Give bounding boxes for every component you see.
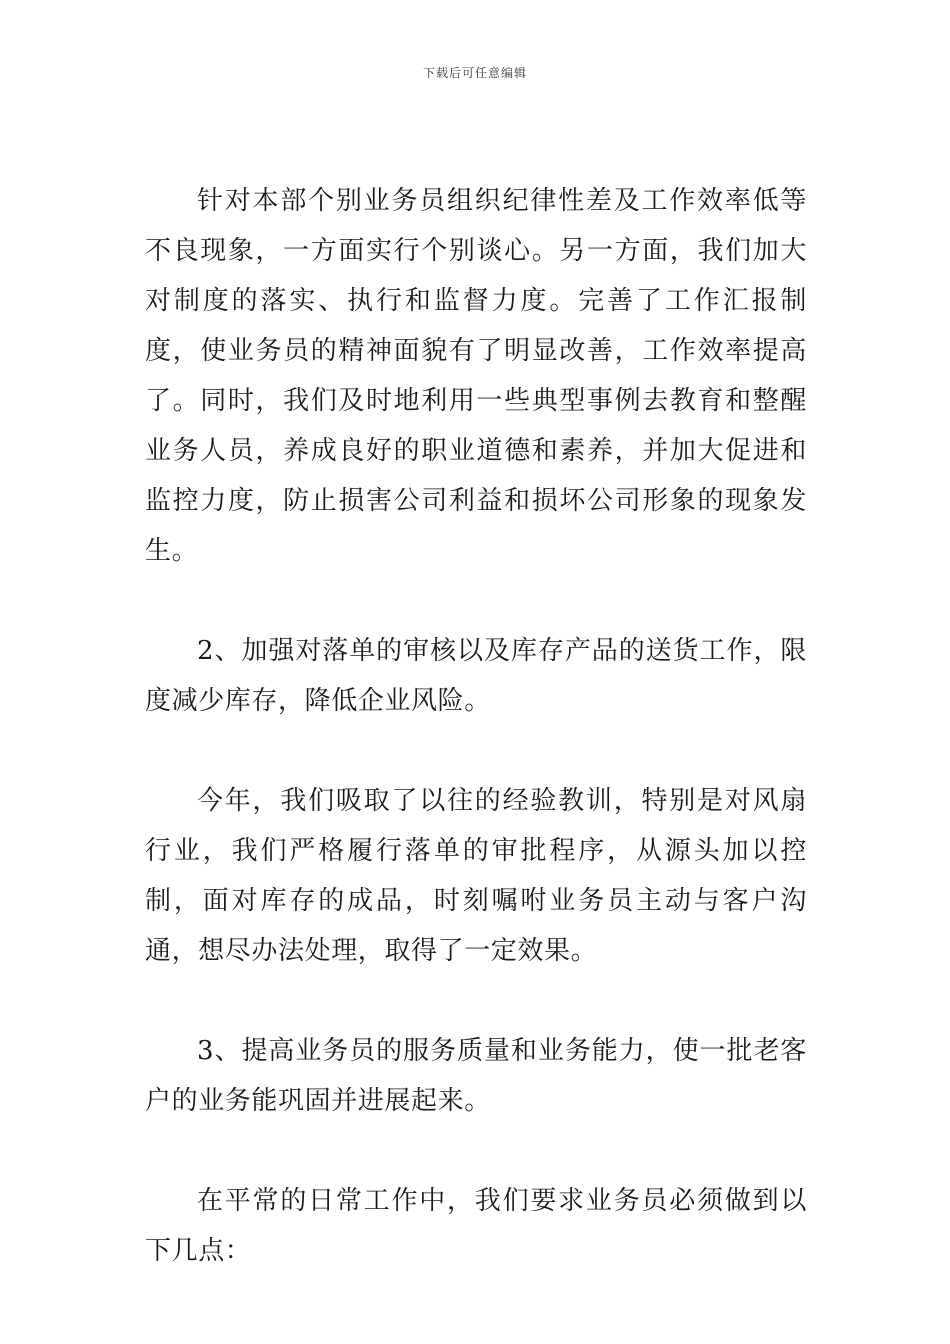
paragraph: 针对本部个别业务员组织纪律性差及工作效率低等不良现象，一方面实行个别谈心。另一方面，我们加大对制度的落实、执行和监督力度。完善了工作汇报制度，使业务员的精神面貌有了明显改善，工作效率提高了。同时，我们及时地利用一些典型事例去教育和整醒业务人员，养成良好的职业道德和素养，并加大促进和监控力度，防止损害公司利益和损坏公司形象的现象发生。: [145, 186, 807, 566]
document-body: [145, 176, 807, 1276]
header-note: 下载后可任意编辑: [422, 66, 527, 80]
paragraph: 3、提高业务员的服务质量和业务能力，使一批老客户的业务能巩固并进展起来。: [145, 1036, 807, 1116]
paragraph-spacer: [145, 726, 807, 776]
paragraph: 在平常的日常工作中，我们要求业务员必须做到以下几点：: [145, 1186, 807, 1266]
paragraph-spacer: [145, 1126, 807, 1176]
paragraph: 2、加强对落单的审核以及库存产品的送货工作，限度减少库存，降低企业风险。: [145, 636, 807, 716]
paragraph: 今年，我们吸取了以往的经验教训，特别是对风扇行业，我们严格履行落单的审批程序，从源头加以控制，面对库存的成品，时刻嘱咐业务员主动与客户沟通，想尽办法处理，取得了一定效果。: [145, 786, 807, 966]
paragraph-spacer: [145, 976, 807, 1026]
paragraph-spacer: [145, 576, 807, 626]
